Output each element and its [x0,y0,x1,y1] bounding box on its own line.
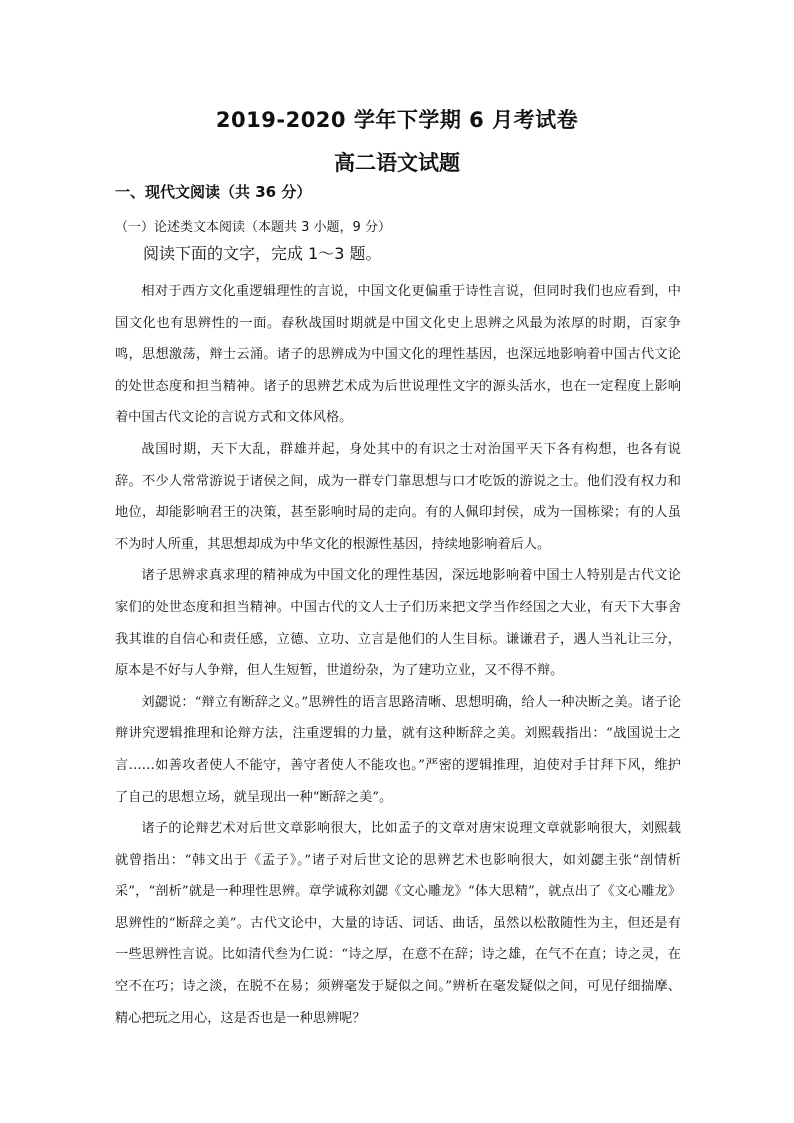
subsection-heading: （一）论述类文本阅读（本题共 3 小题，9 分） [115,220,391,235]
passage-paragraph: 相对于西方文化重逻辑理性的言说，中国文化更偏重于诗性言说，但同时我们也应看到，中国文化也有思辨性的一面。春秋战国时期就是中国文化史上思辨之风最为浓厚的时期，百家争鸣，思想激荡，辩士云涌。诸子的思辨成为中国文化的理性基因，也深远地影响着中国古代文论的处世态度和担当精神。诸子的思辨艺术成为后世说理性文字的源头活水，也在一定程度上影响着中国古代文论的言说方式和文体风格。 [115,284,681,426]
section-heading: 一、现代文阅读（共 36 分） [115,183,312,201]
exam-subtitle: 高二语文试题 [334,151,460,175]
passage-paragraph: 诸子的论辩艺术对后世文章影响很大，比如孟子的文章对唐宋说理文章就影响很大，刘熙载就曾指出：“韩文出于《孟子》。”诸子对后世文论的思辨艺术也影响很大，如刘勰主张“剖情析采”，“剖析”就是一种理性思辨。章学诚称刘勰《文心雕龙》“体大思精”，就点出了《文心雕龙》思辨性的“断辞之美”。古代文论中，大量的诗话、词话、曲话，虽然以松散随性为主，但还是有一些思辨性言说。比如清代叁为仁说：“诗之厚，在意不在辞；诗之雄，在气不在直；诗之灵，在空不在巧；诗之淡，在脱不在易；须辨毫发于疑似之间。”辨析在毫发疑似之间，可见仔细揣摩、精心把玩之用心，这是否也是一种思辨呢？ [115,821,681,1026]
reading-instruction: 阅读下面的文字，完成 1～3 题。 [143,244,382,263]
passage-paragraph: 战国时期，天下大乱，群雄并起，身处其中的有识之士对治国平天下各有构想，也各有说辞。不少人常常游说于诸侯之间，成为一群专门靠思想与口才吃饭的游说之士。他们没有权力和地位，却能影响君王的决策，甚至影响时局的走向。有的人佩印封侯，成为一国栋梁；有的人虽不为时人所重，其思想却成为中华文化的根源性基因，持续地影响着后人。 [115,441,681,552]
passage-paragraph: 诸子思辨求真求理的精神成为中国文化的理性基因，深远地影响着中国士人特别是古代文论家们的处世态度和担当精神。中国古代的文人士子们历来把文学当作经国之大业，有天下大事舍我其谁的自信心和责任感，立德、立功、立言是他们的人生目标。谦谦君子，遇人当礼让三分，原本是不好与人争辩，但人生短暂，世道纷杂，为了建功立业，又不得不辩。 [115,568,681,679]
reading-passage [115,276,681,1034]
exam-title: 2019-2020 学年下学期 6 月考试卷 [215,108,579,132]
passage-paragraph: 刘勰说：“辩立有断辞之义。”思辨性的语言思路清晰、思想明确，给人一种决断之美。诸子论辩讲究逻辑推理和论辩方法，注重逻辑的力量，就有这种断辞之美。刘熙载指出：“战国说士之言……如善攻者使人不能守，善守者使人不能攻也。”严密的逻辑推理，迫使对手甘拜下风，维护了自己的思想立场，就呈现出一种“断辞之美”。 [115,694,681,805]
